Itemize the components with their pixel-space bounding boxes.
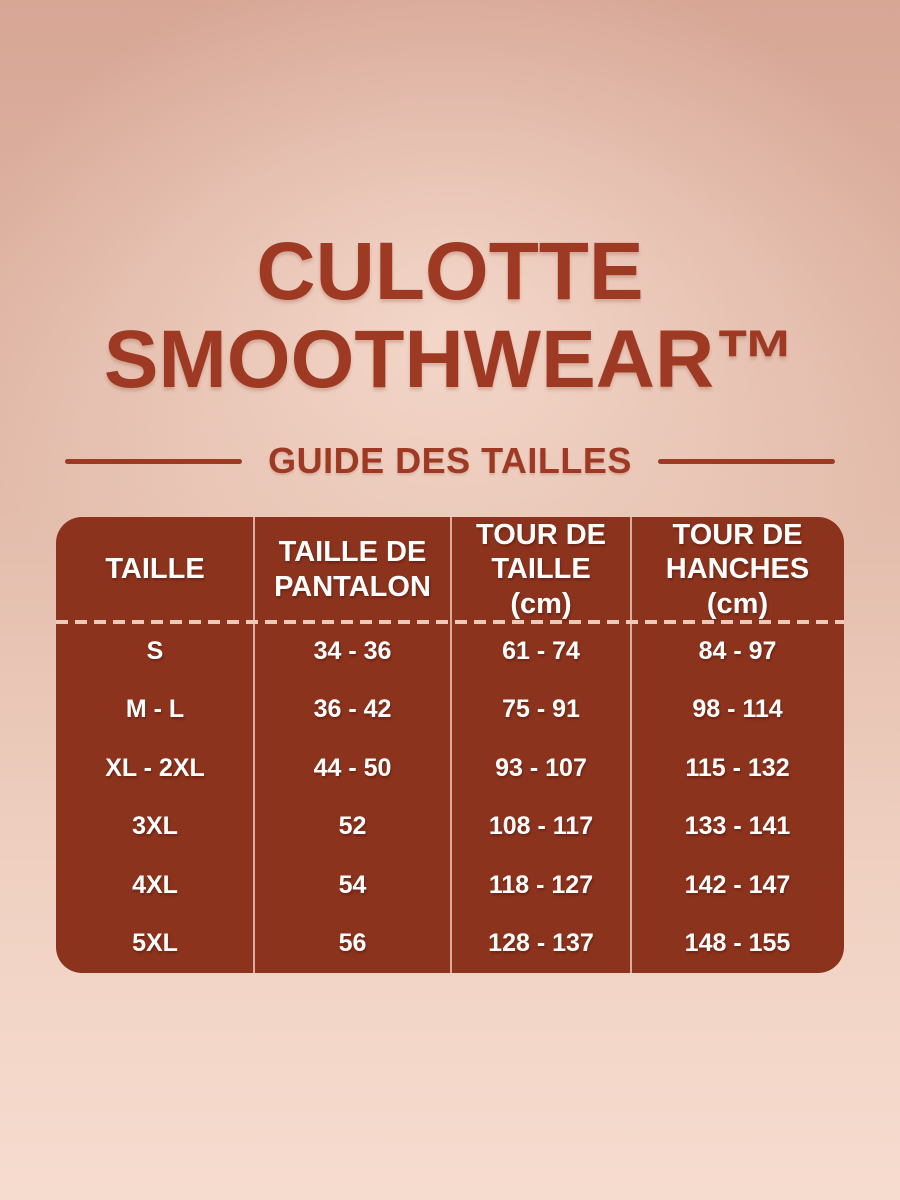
cell-taille-s: 61 - 74 — [502, 636, 580, 665]
cell-pantalon-s: 34 - 36 — [313, 636, 392, 665]
cell-taille-4xl: 118 - 127 — [488, 870, 594, 899]
column-header-taille: TAILLE — [105, 553, 205, 586]
cell-size-m-l: M - L — [125, 695, 185, 724]
cell-pantalon-3xl: 52 — [338, 812, 367, 841]
column-divider-3 — [630, 517, 632, 973]
cell-hanches-3xl: 133 - 141 — [684, 812, 791, 841]
product-title — [0, 228, 900, 404]
heading-rule-left — [65, 459, 242, 464]
cell-taille-5xl: 128 - 137 — [488, 929, 594, 958]
column-divider-2 — [450, 517, 452, 973]
size-guide-heading: GUIDE DES TAILLES — [268, 440, 632, 481]
cell-taille-xl-2xl: 93 - 107 — [495, 753, 587, 782]
cell-taille-3xl: 108 - 117 — [488, 812, 594, 841]
header-dashed-separator — [56, 620, 844, 624]
product-title-line2: SMOOTHWEAR™ — [103, 314, 797, 405]
cell-hanches-m-l: 98 - 114 — [692, 695, 783, 724]
product-title-line1: CULOTTE — [256, 226, 644, 317]
size-table — [56, 517, 844, 973]
heading-rule-right — [658, 459, 835, 464]
column-header-tour-de-taille: TOUR DE TAILLE (cm) — [476, 519, 606, 620]
cell-pantalon-5xl: 56 — [338, 929, 367, 958]
size-guide-heading-row — [65, 440, 835, 482]
cell-size-5xl: 5XL — [132, 929, 178, 958]
cell-pantalon-4xl: 54 — [338, 870, 367, 899]
cell-hanches-5xl: 148 - 155 — [684, 929, 791, 958]
cell-hanches-4xl: 142 - 147 — [684, 870, 791, 899]
cell-hanches-s: 84 - 97 — [698, 636, 777, 665]
cell-hanches-xl-2xl: 115 - 132 — [685, 753, 790, 782]
cell-pantalon-xl-2xl: 44 - 50 — [313, 753, 392, 782]
cell-size-s: S — [146, 636, 164, 665]
cell-size-4xl: 4XL — [132, 870, 178, 899]
column-header-tour-de-hanches: TOUR DE HANCHES (cm) — [665, 519, 810, 620]
cell-size-xl-2xl: XL - 2XL — [105, 753, 205, 782]
cell-size-3xl: 3XL — [132, 812, 178, 841]
column-divider-1 — [253, 517, 255, 973]
column-header-taille-de-pantalon: TAILLE DE PANTALON — [274, 536, 431, 603]
cell-taille-m-l: 75 - 91 — [502, 695, 580, 724]
cell-pantalon-m-l: 36 - 42 — [313, 695, 392, 724]
